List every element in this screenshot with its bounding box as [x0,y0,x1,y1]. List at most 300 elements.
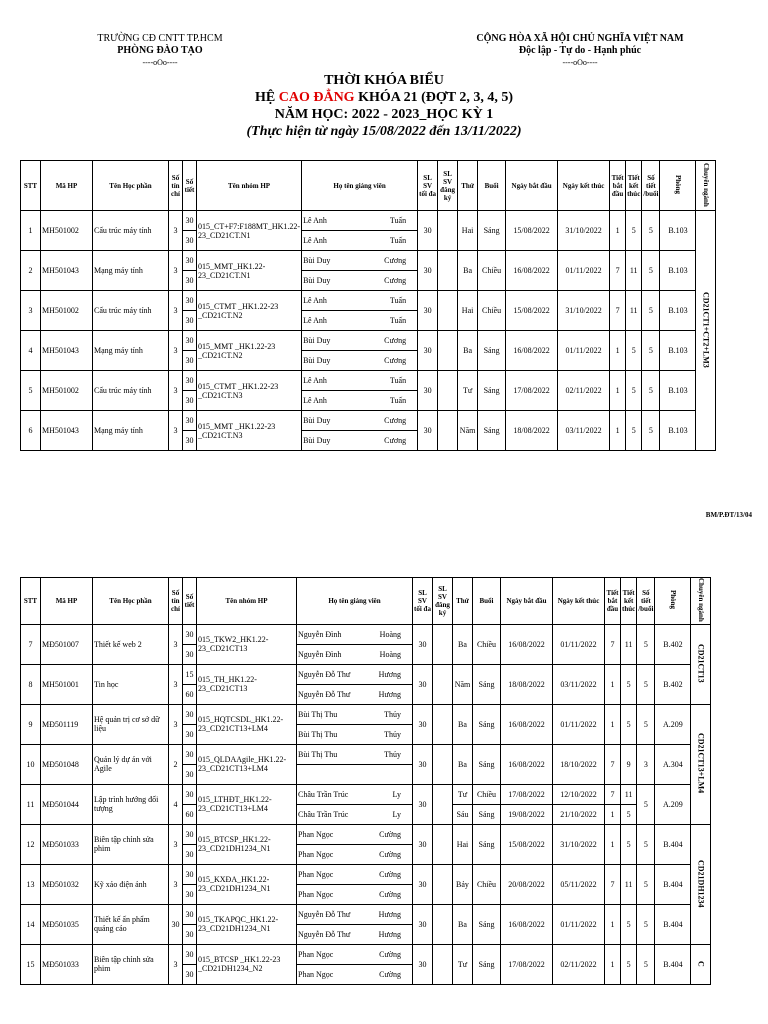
end-date-cell: 18/10/2022 [553,744,605,784]
start-date-cell: 17/08/2022 [501,784,553,804]
course-code-cell: MH501002 [41,211,93,251]
col-header-ngay_kt: Ngày kết thúc [553,578,605,625]
periods-cell: 30 [183,371,197,391]
end-date-cell: 01/11/2022 [553,904,605,944]
title-line1: THỜI KHÓA BIỂU [324,73,444,88]
start-date-cell: 20/08/2022 [501,864,553,904]
col-header-so_tiet: Số tiết [183,578,197,625]
lecturer-cell: Bùi Duy Cương [302,271,418,291]
stt-cell: 14 [21,904,41,944]
day-cell: Sáu [453,804,473,824]
room-cell: B.103 [660,331,696,371]
periods-cell: 30 [183,351,197,371]
department-name: PHÒNG ĐÀO TẠO [117,45,203,56]
start-period-cell: 7 [610,291,626,331]
registered-cell [438,251,458,291]
registered-cell [438,411,458,451]
max-students-cell: 30 [413,664,433,704]
col-header-buoi: Buổi [478,161,506,211]
registered-cell [433,704,453,744]
start-date-cell: 16/08/2022 [501,624,553,664]
course-code-cell: MĐ501035 [41,904,93,944]
col-header-slsv_dk: SL SV đăng ký [438,161,458,211]
stt-cell: 12 [21,824,41,864]
col-header-gv: Họ tên giảng viên [297,578,413,625]
course-name-cell: Cấu trúc máy tính [93,211,169,251]
stt-cell: 11 [21,784,41,824]
credits-cell: 3 [169,211,183,251]
registered-cell [433,664,453,704]
course-code-cell: MĐ501033 [41,824,93,864]
group-name-cell: 015_MMT _HK1.22-23 _CD21CT.N3 [197,411,302,451]
day-cell: Ba [458,331,478,371]
table-row [21,864,711,884]
group-name-cell: 015_BTCSP_HK1.22-23_CD21DH1234_N1 [197,824,297,864]
max-students-cell: 30 [413,944,433,984]
nation-header [470,33,690,69]
session-cell: Sáng [478,411,506,451]
start-date-cell: 16/08/2022 [506,331,558,371]
day-cell: Ba [458,251,478,291]
start-period-cell: 7 [605,624,621,664]
col-header-phong: Phòng [655,578,691,625]
periods-cell: 60 [183,804,197,824]
lecturer-cell: Bùi Duy Cương [302,331,418,351]
start-date-cell: 16/08/2022 [501,704,553,744]
start-period-cell: 1 [605,944,621,984]
lecturer-cell: Nguyễn Đình Hoàng [297,624,413,644]
lecturer-cell: Bùi Duy Cương [302,251,418,271]
col-header-thu: Thứ [453,578,473,625]
max-students-cell: 30 [413,864,433,904]
course-code-cell: MH501043 [41,331,93,371]
table-row [21,704,711,724]
end-date-cell: 02/11/2022 [553,944,605,984]
credits-cell: 4 [169,784,183,824]
end-period-cell: 5 [621,804,637,824]
title-line3: NĂM HỌC: 2022 - 2023_HỌC KỲ 1 [274,107,494,122]
session-cell: Sáng [473,744,501,784]
end-date-cell: 05/11/2022 [553,864,605,904]
lecturer-cell: Lê Anh Tuấn [302,391,418,411]
table-row [21,744,711,764]
end-date-cell: 02/11/2022 [558,371,610,411]
room-cell: B.103 [660,291,696,331]
col-header-stt: STT [21,578,41,625]
col-header-ten_hp: Tên Học phần [93,161,169,211]
room-cell: B.103 [660,251,696,291]
registered-cell [433,624,453,664]
course-name-cell: Kỹ xảo điện ảnh [93,864,169,904]
col-header-so_tiet: Số tiết [183,161,197,211]
periods-cell: 30 [183,724,197,744]
stt-cell: 3 [21,291,41,331]
school-name: TRƯỜNG CĐ CNTT TP.HCM [97,33,223,44]
course-name-cell: Lập trình hướng đối tượng [93,784,169,824]
start-period-cell: 1 [610,411,626,451]
periods-cell: 30 [183,904,197,924]
stt-cell: 1 [21,211,41,251]
table-row [21,824,711,844]
start-period-cell: 1 [605,704,621,744]
room-cell: B.404 [655,904,691,944]
periods-cell: 30 [183,644,197,664]
col-header-phong: Phòng [660,161,696,211]
lecturer-cell: Lê Anh Tuấn [302,311,418,331]
credits-cell: 3 [169,704,183,744]
end-period-cell: 5 [621,944,637,984]
lecturer-cell: Bùi Thị Thu Thủy [297,704,413,724]
periods-per-session-cell: 5 [642,411,660,451]
group-name-cell: 015_CT+F7:F188MT_HK1.22-23_CD21CT.N1 [197,211,302,251]
end-period-cell: 5 [626,211,642,251]
start-period-cell: 7 [610,251,626,291]
max-students-cell: 30 [413,624,433,664]
lecturer-cell: Nguyễn Đỗ Thư Hương [297,684,413,704]
col-header-gv: Họ tên giảng viên [302,161,418,211]
day-cell: Năm [458,411,478,451]
group-name-cell: 015_TH_HK1.22-23_CD21CT13 [197,664,297,704]
registered-cell [433,824,453,864]
credits-cell: 3 [169,624,183,664]
start-period-cell: 7 [605,744,621,784]
col-header-ngay_bd: Ngày bắt đầu [501,578,553,625]
max-students-cell: 30 [418,211,438,251]
end-date-cell: 03/11/2022 [553,664,605,704]
credits-cell: 3 [169,331,183,371]
periods-cell: 30 [183,844,197,864]
col-header-nhom: Tên nhóm HP [197,578,297,625]
separator: ----oOo---- [562,58,598,67]
col-header-so_tiet_buoi: Số tiết /buổi [642,161,660,211]
major-group-cell [691,944,711,984]
major-group-label: CD21CT1+CT2+LM3 [701,291,711,368]
max-students-cell: 30 [418,411,438,451]
credits-cell: 3 [169,411,183,451]
group-name-cell: 015_CTMT _HK1.22-23 _CD21CT.N2 [197,291,302,331]
room-cell: B.404 [655,824,691,864]
major-group-cell [691,624,711,704]
periods-cell: 30 [183,824,197,844]
table-row [21,664,711,684]
end-period-cell: 9 [621,744,637,784]
end-period-cell: 5 [621,664,637,704]
day-cell: Ba [453,704,473,744]
end-date-cell: 01/11/2022 [558,251,610,291]
lecturer-cell: Bùi Duy Cương [302,351,418,371]
session-cell: Chiều [473,784,501,804]
max-students-cell: 30 [413,904,433,944]
stt-cell: 4 [21,331,41,371]
day-cell: Tư [453,944,473,984]
registered-cell [433,944,453,984]
periods-cell: 30 [183,944,197,964]
lecturer-cell: Châu Trần Trúc Ly [297,804,413,824]
registered-cell [433,904,453,944]
course-code-cell: MĐ501032 [41,864,93,904]
end-date-cell: 12/10/2022 [553,784,605,804]
start-date-cell: 17/08/2022 [506,371,558,411]
table-row [21,331,716,351]
course-name-cell: Thiết kế ấn phẩm quảng cáo [93,904,169,944]
table-row [21,211,716,231]
start-date-cell: 18/08/2022 [506,411,558,451]
course-code-cell: MĐ501007 [41,624,93,664]
lecturer-cell: Phan Ngọc Cường [297,844,413,864]
periods-per-session-cell: 5 [642,331,660,371]
col-header-ten_hp: Tên Học phần [93,578,169,625]
room-cell: B.404 [655,864,691,904]
col-header-so_tc: Số tín chỉ [169,161,183,211]
course-code-cell: MH501001 [41,664,93,704]
periods-cell: 30 [183,411,197,431]
room-cell: B.402 [655,624,691,664]
end-period-cell: 5 [621,904,637,944]
course-name-cell: Cấu trúc máy tính [93,371,169,411]
title-line2: HỆ CAO ĐẲNG KHÓA 21 (ĐỢT 2, 3, 4, 5) [255,90,513,105]
title-line4: (Thực hiện từ ngày 15/08/2022 đến 13/11/2022) [246,124,522,139]
header-row [21,161,716,211]
table-row [21,291,716,311]
periods-cell: 30 [183,311,197,331]
max-students-cell: 30 [418,371,438,411]
lecturer-cell [297,764,413,784]
day-cell: Ba [453,744,473,784]
col-header-chuyen_nganh: Chuyên ngành [696,161,716,211]
credits-cell: 3 [169,664,183,704]
table-row [21,411,716,431]
periods-cell: 30 [183,331,197,351]
stt-cell: 2 [21,251,41,291]
lecturer-cell: Phan Ngọc Cường [297,944,413,964]
registered-cell [438,331,458,371]
course-name-cell: Cấu trúc máy tính [93,291,169,331]
header-row [21,578,711,625]
group-name-cell: 015_HQTCSDL_HK1.22-23_CD21CT13+LM4 [197,704,297,744]
day-cell: Ba [453,624,473,664]
periods-per-session-cell: 5 [637,664,655,704]
end-period-cell: 5 [626,331,642,371]
end-date-cell: 31/10/2022 [558,291,610,331]
periods-per-session-cell: 5 [637,624,655,664]
course-code-cell: MH501043 [41,251,93,291]
session-cell: Chiều [478,291,506,331]
session-cell: Chiều [473,624,501,664]
session-cell: Sáng [478,211,506,251]
end-period-cell: 5 [621,824,637,864]
periods-per-session-cell: 5 [637,824,655,864]
registered-cell [433,784,453,824]
periods-cell: 60 [183,684,197,704]
credits-cell: 30 [169,904,183,944]
start-period-cell: 1 [605,804,621,824]
course-code-cell: MH501043 [41,411,93,451]
room-cell: A.209 [655,704,691,744]
col-header-slsv_toida: SL SV tối đa [413,578,433,625]
group-name-cell: 015_MMT _HK1.22-23 _CD21CT.N2 [197,331,302,371]
major-group-label: CD21CT13 [696,643,706,683]
lecturer-cell: Bùi Duy Cương [302,411,418,431]
room-cell: B.103 [660,411,696,451]
lecturer-cell: Nguyễn Đỗ Thư Hương [297,904,413,924]
periods-cell: 30 [183,431,197,451]
periods-cell: 30 [183,251,197,271]
periods-cell: 30 [183,924,197,944]
session-cell: Sáng [473,704,501,744]
col-header-ma_hp: Mã HP [41,161,93,211]
periods-per-session-cell: 5 [637,704,655,744]
credits-cell: 3 [169,944,183,984]
group-name-cell: 015_BTCSP _HK1.22-23 _CD21DH1234_N2 [197,944,297,984]
lecturer-cell: Châu Trần Trúc Ly [297,784,413,804]
credits-cell: 3 [169,371,183,411]
periods-cell: 30 [183,391,197,411]
lecturer-cell: Phan Ngọc Cường [297,864,413,884]
table-row [21,624,711,644]
end-period-cell: 11 [626,291,642,331]
day-cell: Bảy [453,864,473,904]
max-students-cell: 30 [413,744,433,784]
col-header-slsv_dk: SL SV đăng ký [433,578,453,625]
lecturer-cell: Phan Ngọc Cường [297,824,413,844]
session-cell: Sáng [473,664,501,704]
lecturer-cell: Bùi Duy Cương [302,431,418,451]
periods-cell: 30 [183,884,197,904]
max-students-cell: 30 [418,291,438,331]
room-cell: B.103 [660,211,696,251]
registered-cell [438,211,458,251]
periods-cell: 30 [183,231,197,251]
session-cell: Sáng [478,371,506,411]
course-name-cell: Mạng máy tính [93,331,169,371]
col-header-chuyen_nganh: Chuyên ngành [691,578,711,625]
motto: Độc lập - Tự do - Hạnh phúc [518,45,642,56]
periods-cell: 30 [183,291,197,311]
registered-cell [433,744,453,784]
end-period-cell: 11 [621,784,637,804]
end-period-cell: 11 [626,251,642,291]
credits-cell: 2 [169,744,183,784]
major-group-label: CD21CT13+LM4 [696,733,706,794]
stt-cell: 7 [21,624,41,664]
col-header-buoi: Buổi [473,578,501,625]
end-period-cell: 5 [621,704,637,744]
course-name-cell: Quản lý dự án với Agile [93,744,169,784]
periods-cell: 30 [183,271,197,291]
session-cell: Sáng [478,331,506,371]
group-name-cell: 015_LTHĐT_HK1.22-23_CD21CT13+LM4 [197,784,297,824]
course-name-cell: Biên tập chỉnh sửa phim [93,944,169,984]
col-header-ngay_bd: Ngày bắt đầu [506,161,558,211]
col-header-tiet_kt: Tiết kết thúc [626,161,642,211]
major-group-label: CD21DH1234 [696,859,706,908]
session-cell: Sáng [473,944,501,984]
group-name-cell: 015_TKW2_HK1.22-23_CD21CT13 [197,624,297,664]
lecturer-cell: Lê Anh Tuấn [302,291,418,311]
lecturer-cell: Bùi Thị Thu Thủy [297,744,413,764]
col-header-so_tc: Số tín chỉ [169,578,183,625]
course-name-cell: Biên tập chỉnh sửa phim [93,824,169,864]
major-group-cell [691,824,711,944]
room-cell: A.304 [655,744,691,784]
end-date-cell: 31/10/2022 [553,824,605,864]
periods-cell: 15 [183,664,197,684]
lecturer-cell: Lê Anh Tuấn [302,231,418,251]
table-row [21,371,716,391]
periods-per-session-cell: 5 [637,784,655,824]
day-cell: Hai [453,824,473,864]
day-cell: Hai [458,291,478,331]
document-title [0,72,768,140]
group-name-cell: 015_TKAPQC_HK1.22-23_CD21DH1234_N1 [197,904,297,944]
end-period-cell: 5 [626,411,642,451]
course-code-cell: MĐ501119 [41,704,93,744]
course-code-cell: MĐ501033 [41,944,93,984]
stt-cell: 10 [21,744,41,784]
table-row [21,251,716,271]
start-date-cell: 15/08/2022 [506,211,558,251]
start-period-cell: 7 [605,784,621,804]
max-students-cell: 30 [418,251,438,291]
table-row [21,904,711,924]
col-header-thu: Thứ [458,161,478,211]
periods-per-session-cell: 5 [637,864,655,904]
stt-cell: 13 [21,864,41,904]
periods-cell: 30 [183,211,197,231]
col-header-ma_hp: Mã HP [41,578,93,625]
col-header-tiet_bd: Tiết bắt đầu [610,161,626,211]
periods-cell: 30 [183,744,197,764]
course-name-cell: Mạng máy tính [93,251,169,291]
day-cell: Năm [453,664,473,704]
start-date-cell: 19/08/2022 [501,804,553,824]
credits-cell: 3 [169,291,183,331]
stt-cell: 6 [21,411,41,451]
lecturer-cell: Phan Ngọc Cường [297,884,413,904]
end-date-cell: 31/10/2022 [558,211,610,251]
session-cell: Sáng [473,904,501,944]
end-date-cell: 01/11/2022 [558,331,610,371]
session-cell: Sáng [473,824,501,864]
start-period-cell: 1 [605,664,621,704]
max-students-cell: 30 [413,784,433,824]
periods-per-session-cell: 5 [637,904,655,944]
schedule-table-2 [20,577,711,985]
end-date-cell: 03/11/2022 [558,411,610,451]
start-period-cell: 1 [610,331,626,371]
course-code-cell: MH501002 [41,371,93,411]
major-group-label: C [696,961,706,967]
periods-cell: 30 [183,864,197,884]
group-name-cell: 015_CTMT _HK1.22-23 _CD21CT.N3 [197,371,302,411]
table-row [21,944,711,964]
lecturer-cell: Phan Ngọc Cường [297,964,413,984]
end-period-cell: 11 [621,864,637,904]
course-name-cell: Hệ quản trị cơ sở dữ liệu [93,704,169,744]
periods-cell: 30 [183,704,197,724]
lecturer-cell: Nguyễn Đỗ Thư Hương [297,924,413,944]
day-cell: Tư [458,371,478,411]
col-header-tiet_kt: Tiết kết thúc [621,578,637,625]
session-cell: Chiều [478,251,506,291]
major-group-cell [696,211,716,451]
start-period-cell: 7 [605,864,621,904]
col-header-so_tiet_buoi: Số tiết /buổi [637,578,655,625]
start-period-cell: 1 [610,371,626,411]
periods-cell: 30 [183,964,197,984]
credits-cell: 3 [169,251,183,291]
room-cell: B.103 [660,371,696,411]
